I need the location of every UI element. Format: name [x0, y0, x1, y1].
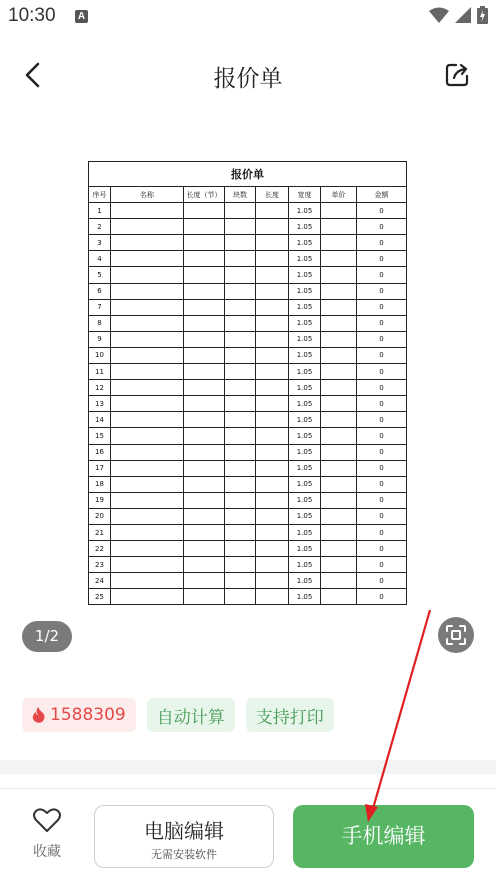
- table-header-row: [89, 187, 407, 203]
- column-header: 单价: [321, 187, 357, 203]
- table-row: [89, 492, 407, 508]
- table-cell: 0: [357, 235, 407, 251]
- auto-calc-tag: 自动计算: [147, 698, 235, 732]
- table-cell: [184, 444, 225, 460]
- table-cell: [321, 347, 357, 363]
- table-cell: [225, 460, 256, 476]
- table-cell: [321, 331, 357, 347]
- table-cell: [111, 219, 184, 235]
- table-cell: 1.05: [289, 315, 321, 331]
- table-row: [89, 460, 407, 476]
- share-button[interactable]: [444, 62, 470, 88]
- fullscreen-icon: [445, 624, 467, 646]
- column-header: 金额: [357, 187, 407, 203]
- table-cell: [184, 412, 225, 428]
- table-cell: 1.05: [289, 460, 321, 476]
- table-cell: [256, 412, 289, 428]
- table-cell: [111, 235, 184, 251]
- table-cell: [184, 347, 225, 363]
- table-cell: 1.05: [289, 573, 321, 589]
- table-cell: 1.05: [289, 203, 321, 219]
- table-cell: 5: [89, 267, 111, 283]
- table-cell: 1: [89, 203, 111, 219]
- table-cell: [225, 267, 256, 283]
- table-cell: 1.05: [289, 380, 321, 396]
- quote-table: [88, 161, 407, 605]
- table-cell: [225, 283, 256, 299]
- table-cell: [321, 428, 357, 444]
- table-cell: [184, 219, 225, 235]
- table-cell: 13: [89, 396, 111, 412]
- table-cell: [111, 396, 184, 412]
- table-cell: [184, 541, 225, 557]
- table-cell: 1.05: [289, 396, 321, 412]
- table-cell: 1.05: [289, 541, 321, 557]
- column-header: 宽度: [289, 187, 321, 203]
- table-row: [89, 476, 407, 492]
- table-cell: 1.05: [289, 508, 321, 524]
- document-preview[interactable]: [0, 112, 496, 668]
- flame-icon: [32, 707, 45, 723]
- table-cell: [184, 331, 225, 347]
- table-cell: [225, 476, 256, 492]
- table-row: [89, 524, 407, 540]
- table-cell: [225, 331, 256, 347]
- table-cell: 0: [357, 347, 407, 363]
- table-cell: [225, 299, 256, 315]
- table-cell: 6: [89, 283, 111, 299]
- table-cell: [321, 508, 357, 524]
- table-cell: 1.05: [289, 524, 321, 540]
- table-row: [89, 412, 407, 428]
- table-cell: 21: [89, 524, 111, 540]
- column-header: 长度: [256, 187, 289, 203]
- table-row: [89, 347, 407, 363]
- table-cell: 0: [357, 460, 407, 476]
- table-cell: [321, 444, 357, 460]
- table-cell: [111, 299, 184, 315]
- table-cell: 1.05: [289, 412, 321, 428]
- table-cell: 1.05: [289, 299, 321, 315]
- table-cell: 0: [357, 267, 407, 283]
- table-row: [89, 380, 407, 396]
- table-cell: [111, 476, 184, 492]
- table-cell: 1.05: [289, 444, 321, 460]
- table-cell: [225, 396, 256, 412]
- table-cell: [256, 299, 289, 315]
- table-cell: [225, 589, 256, 605]
- table-row: [89, 331, 407, 347]
- favorite-button[interactable]: [22, 807, 72, 867]
- table-cell: [321, 380, 357, 396]
- table-cell: [256, 203, 289, 219]
- table-cell: [256, 508, 289, 524]
- table-row: [89, 364, 407, 380]
- table-cell: [256, 315, 289, 331]
- table-cell: [225, 203, 256, 219]
- table-cell: 0: [357, 299, 407, 315]
- table-cell: [256, 347, 289, 363]
- table-cell: [184, 476, 225, 492]
- table-cell: [184, 251, 225, 267]
- table-cell: [321, 589, 357, 605]
- table-cell: 9: [89, 331, 111, 347]
- table-cell: [256, 251, 289, 267]
- table-row: [89, 251, 407, 267]
- table-cell: [111, 428, 184, 444]
- column-header: 序号: [89, 187, 111, 203]
- table-cell: [321, 476, 357, 492]
- table-cell: [256, 283, 289, 299]
- table-cell: 1.05: [289, 589, 321, 605]
- sheet-title: 报价单: [89, 162, 407, 187]
- table-row: [89, 557, 407, 573]
- table-cell: [111, 347, 184, 363]
- table-cell: [184, 203, 225, 219]
- table-cell: [225, 364, 256, 380]
- notification-badge: A: [75, 10, 88, 23]
- table-cell: [225, 219, 256, 235]
- table-cell: 1.05: [289, 428, 321, 444]
- table-cell: [256, 219, 289, 235]
- table-cell: 0: [357, 315, 407, 331]
- table-cell: [111, 460, 184, 476]
- table-cell: 1.05: [289, 557, 321, 573]
- table-cell: 1.05: [289, 251, 321, 267]
- quote-sheet: [88, 161, 406, 605]
- favorite-label: 收藏: [33, 844, 61, 860]
- table-row: [89, 428, 407, 444]
- table-cell: [184, 508, 225, 524]
- table-cell: 1.05: [289, 347, 321, 363]
- table-cell: [256, 396, 289, 412]
- table-cell: 0: [357, 251, 407, 267]
- table-cell: 4: [89, 251, 111, 267]
- table-cell: [184, 380, 225, 396]
- status-time: 10:30: [8, 5, 56, 26]
- table-cell: [321, 557, 357, 573]
- table-cell: [256, 460, 289, 476]
- table-cell: [111, 444, 184, 460]
- table-cell: [321, 364, 357, 380]
- bottom-action-bar: [0, 788, 496, 883]
- table-cell: [321, 219, 357, 235]
- table-cell: 24: [89, 573, 111, 589]
- table-cell: 16: [89, 444, 111, 460]
- table-cell: 0: [357, 524, 407, 540]
- table-cell: 0: [357, 331, 407, 347]
- table-cell: 17: [89, 460, 111, 476]
- table-cell: 8: [89, 315, 111, 331]
- table-row: [89, 396, 407, 412]
- table-cell: [256, 492, 289, 508]
- table-cell: [184, 492, 225, 508]
- fullscreen-button[interactable]: [438, 617, 474, 653]
- table-row: [89, 444, 407, 460]
- table-cell: [256, 476, 289, 492]
- table-cell: [111, 412, 184, 428]
- table-cell: [256, 524, 289, 540]
- table-row: [89, 589, 407, 605]
- table-cell: 0: [357, 508, 407, 524]
- page-title: 报价单: [213, 66, 283, 92]
- table-cell: [111, 541, 184, 557]
- table-cell: [225, 412, 256, 428]
- column-header: 名称: [111, 187, 184, 203]
- table-cell: [111, 557, 184, 573]
- popularity-tag: [22, 698, 136, 732]
- table-row: [89, 203, 407, 219]
- table-cell: 14: [89, 412, 111, 428]
- table-cell: [111, 283, 184, 299]
- heart-icon: [33, 807, 61, 833]
- table-cell: [256, 573, 289, 589]
- table-cell: [321, 203, 357, 219]
- table-cell: [321, 492, 357, 508]
- table-cell: [321, 573, 357, 589]
- table-cell: [256, 267, 289, 283]
- table-cell: 18: [89, 476, 111, 492]
- table-cell: [184, 299, 225, 315]
- column-header: 块数: [225, 187, 256, 203]
- table-cell: [321, 460, 357, 476]
- table-row: [89, 283, 407, 299]
- table-cell: 0: [357, 557, 407, 573]
- table-cell: [256, 235, 289, 251]
- table-cell: 12: [89, 380, 111, 396]
- table-cell: 22: [89, 541, 111, 557]
- share-icon: [444, 62, 470, 88]
- table-cell: 1.05: [289, 364, 321, 380]
- pc-edit-label: 电脑编辑: [144, 819, 224, 843]
- table-cell: [111, 524, 184, 540]
- table-cell: 25: [89, 589, 111, 605]
- table-cell: [321, 283, 357, 299]
- table-cell: [225, 347, 256, 363]
- table-cell: [321, 524, 357, 540]
- table-cell: 23: [89, 557, 111, 573]
- popularity-count: 1588309: [50, 705, 126, 725]
- table-cell: [184, 573, 225, 589]
- table-cell: 10: [89, 347, 111, 363]
- table-cell: 0: [357, 444, 407, 460]
- table-cell: [225, 541, 256, 557]
- table-row: [89, 573, 407, 589]
- table-cell: 0: [357, 492, 407, 508]
- table-cell: [225, 524, 256, 540]
- table-cell: [321, 541, 357, 557]
- table-cell: [111, 508, 184, 524]
- table-cell: [321, 315, 357, 331]
- table-cell: [111, 203, 184, 219]
- status-icons: [429, 6, 488, 24]
- status-bar: [0, 0, 496, 34]
- wifi-icon: [429, 7, 449, 23]
- table-row: [89, 235, 407, 251]
- table-cell: [184, 460, 225, 476]
- table-cell: [111, 589, 184, 605]
- table-cell: 0: [357, 589, 407, 605]
- pc-edit-sublabel: 无需安装软件: [151, 848, 217, 861]
- table-cell: [225, 315, 256, 331]
- table-cell: [225, 557, 256, 573]
- mobile-edit-button[interactable]: 手机编辑: [293, 805, 474, 868]
- table-cell: 0: [357, 476, 407, 492]
- table-cell: 1.05: [289, 492, 321, 508]
- print-support-tag: 支持打印: [246, 698, 334, 732]
- table-cell: 0: [357, 573, 407, 589]
- table-row: [89, 541, 407, 557]
- table-cell: 0: [357, 396, 407, 412]
- battery-icon: [477, 6, 488, 24]
- table-cell: 0: [357, 203, 407, 219]
- table-cell: [321, 251, 357, 267]
- table-cell: [184, 364, 225, 380]
- table-cell: [225, 492, 256, 508]
- table-cell: 1.05: [289, 235, 321, 251]
- table-cell: [321, 412, 357, 428]
- table-cell: [321, 396, 357, 412]
- table-cell: 11: [89, 364, 111, 380]
- table-row: [89, 315, 407, 331]
- table-cell: [256, 444, 289, 460]
- table-cell: 0: [357, 380, 407, 396]
- table-cell: [184, 557, 225, 573]
- table-cell: [184, 235, 225, 251]
- table-cell: [111, 380, 184, 396]
- table-cell: [256, 557, 289, 573]
- section-divider: [0, 760, 496, 774]
- table-cell: [225, 573, 256, 589]
- table-cell: [225, 251, 256, 267]
- table-cell: [184, 315, 225, 331]
- table-cell: [225, 235, 256, 251]
- table-cell: [225, 428, 256, 444]
- table-cell: 1.05: [289, 283, 321, 299]
- table-row: [89, 267, 407, 283]
- table-cell: 1.05: [289, 219, 321, 235]
- tag-row: [22, 698, 334, 732]
- table-cell: 15: [89, 428, 111, 444]
- table-row: [89, 219, 407, 235]
- table-cell: [111, 492, 184, 508]
- table-cell: [256, 364, 289, 380]
- table-cell: 0: [357, 412, 407, 428]
- pc-edit-button[interactable]: [94, 805, 274, 868]
- table-cell: [321, 235, 357, 251]
- table-cell: 1.05: [289, 476, 321, 492]
- table-cell: [111, 573, 184, 589]
- table-cell: 19: [89, 492, 111, 508]
- table-cell: [321, 267, 357, 283]
- table-cell: 0: [357, 219, 407, 235]
- table-cell: [184, 524, 225, 540]
- table-cell: [184, 267, 225, 283]
- table-cell: [184, 396, 225, 412]
- table-cell: 0: [357, 541, 407, 557]
- table-row: [89, 508, 407, 524]
- table-cell: [256, 331, 289, 347]
- table-cell: [184, 589, 225, 605]
- table-cell: [184, 283, 225, 299]
- table-cell: [111, 315, 184, 331]
- table-cell: [225, 380, 256, 396]
- table-cell: 2: [89, 219, 111, 235]
- table-cell: [111, 331, 184, 347]
- table-cell: 0: [357, 364, 407, 380]
- table-cell: [321, 299, 357, 315]
- table-cell: 20: [89, 508, 111, 524]
- table-cell: [225, 508, 256, 524]
- table-cell: [111, 251, 184, 267]
- table-cell: [256, 428, 289, 444]
- table-row: [89, 299, 407, 315]
- table-cell: 3: [89, 235, 111, 251]
- table-cell: [111, 364, 184, 380]
- table-cell: 7: [89, 299, 111, 315]
- table-cell: 1.05: [289, 267, 321, 283]
- table-cell: [256, 589, 289, 605]
- signal-icon: [455, 7, 471, 23]
- table-cell: [256, 380, 289, 396]
- table-cell: [256, 541, 289, 557]
- table-cell: [184, 428, 225, 444]
- table-cell: [225, 444, 256, 460]
- table-cell: 1.05: [289, 331, 321, 347]
- table-cell: 0: [357, 283, 407, 299]
- page-indicator: 1/2: [22, 621, 72, 652]
- table-cell: [111, 267, 184, 283]
- table-body: [89, 203, 407, 605]
- app-bar: [0, 40, 496, 110]
- column-header: 长度（节）: [184, 187, 225, 203]
- table-cell: 0: [357, 428, 407, 444]
